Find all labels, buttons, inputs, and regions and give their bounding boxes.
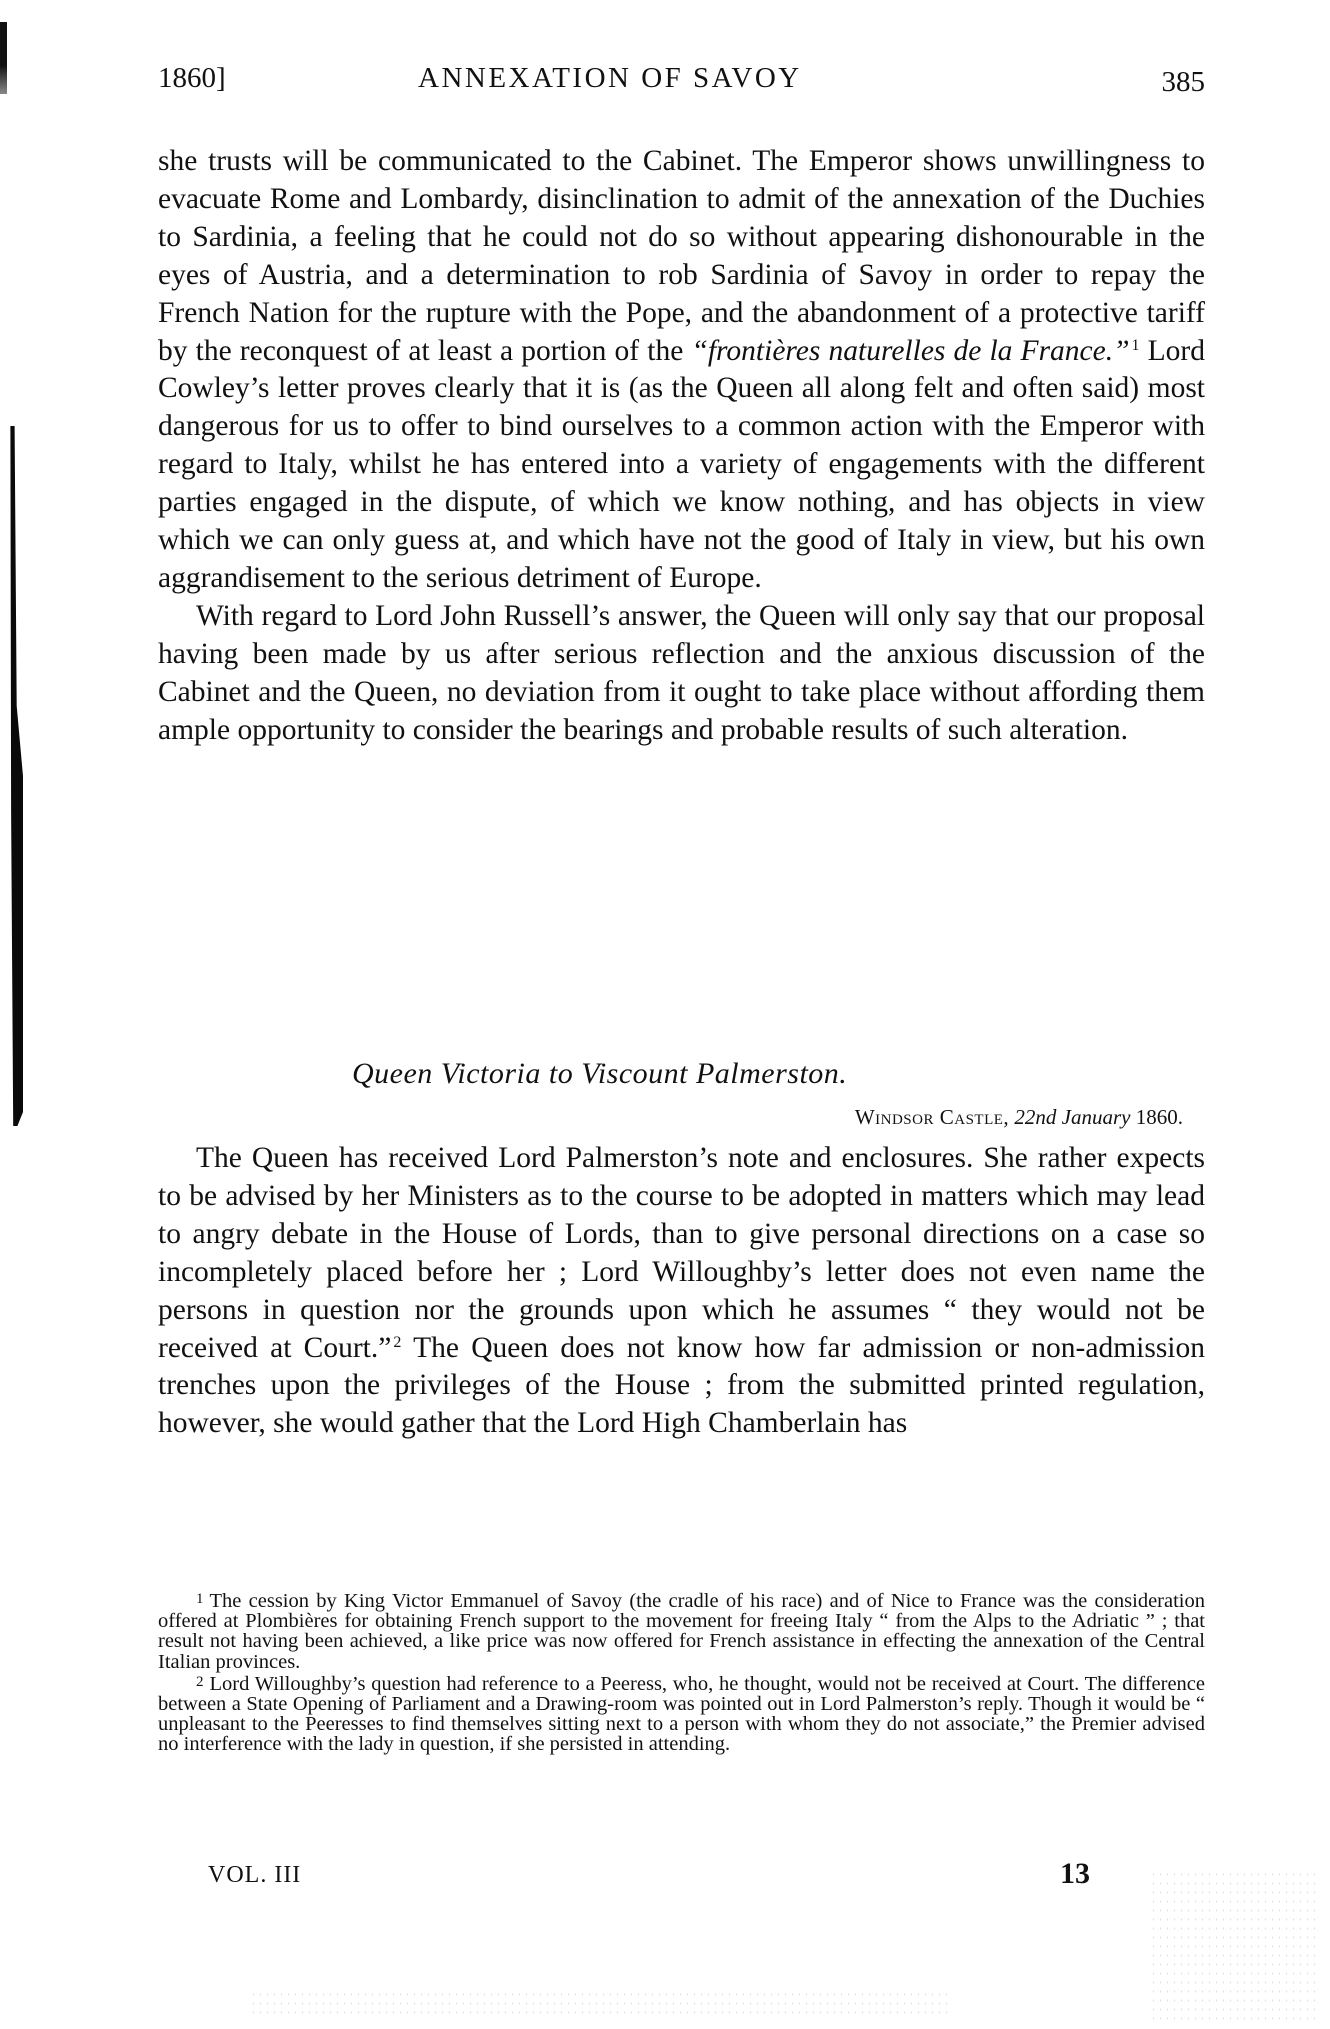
footnote-number: 1: [196, 1591, 204, 1607]
footnote-ref[interactable]: 2: [393, 1333, 402, 1351]
footnote: 1 The cession by King Victor Emmanuel of Savoy (the cradle of his race) and of Nice to France was the consideration offered at Plombières for obtaining French support to the movement for freeing Italy “ from the Alps to the Adriatic ” ; that result not having been achieved, a like price was now offered for French assistance in effecting the annexation of the Central Italian provinces.: [158, 1590, 1205, 1673]
page-number: 385: [1161, 66, 1205, 98]
continued-letter: [158, 143, 1205, 750]
letter-heading: Queen Victoria to Viscount Palmerston.: [352, 1057, 848, 1090]
footnotes: [158, 1589, 1205, 1755]
dateline-day: 22nd January: [1014, 1105, 1131, 1129]
letter-body: [158, 1140, 1205, 1443]
running-head-year: 1860]: [158, 62, 226, 94]
scan-edge-mark: [0, 22, 7, 94]
running-head-title: ANNEXATION OF SAVOY: [418, 62, 802, 94]
signature-volume: VOL. III: [208, 1862, 302, 1888]
dateline: [855, 1105, 1183, 1130]
paragraph: With regard to Lord John Russell’s answer, the Queen will only say that our proposal having been made by us after serious reflection and the anxious discussion of the Cabinet and the Queen, no deviation from it ought to take place without affording them ample opportunity to consider the bearings and probable results of such alteration.: [158, 599, 1205, 746]
footnote: 2 Lord Willoughby’s question had reference to a Peeress, who, he thought, would not be received at Court. The difference between a State Opening of Parliament and a Drawing-room was pointed out in Lord Palmerston’s reply. Though it would be “ unpleasant to the Peeresses to find themselves sitting next to a person with whom they do not associate,” the Premier advised no interference with the lady in question, if she persisted in attending.: [158, 1672, 1205, 1756]
italic-quote: “frontières naturelles de la France.”: [691, 334, 1130, 367]
signature-gathering: 13: [1060, 1857, 1090, 1890]
paragraph: she trusts will be communicated to the Cabinet. The Emperor shows unwillingness to evacuate Rome and Lombardy, disinclination to admit of the annexation of the Duchies to Sardinia, a feeling that he could not do so without appearing dishonourable in the eyes of Austria, and a determination to rob Sardinia of Savoy in order to repay the French Nation for the rupture with the Pope, and the abandonment of a protective tariff by the reconquest of at least a portion of the “frontières naturelles de la France.” $^1$ Lord Cowley’s letter proves clearly that it is (as the Queen all along felt and often said) most dangerous for us to offer to bind ourselves to a common action with the Emperor with regard to Italy, whilst he has entered into a variety of engagements with the different parties engaged in the dispute, of which we know nothing, and has objects in view which we can only guess at, and which have not the good of Italy in view, but his own aggrandisement to the serious detriment of Europe.: [158, 145, 1206, 594]
scan-binding-shadow: [9, 426, 23, 1126]
footnote-number: 2: [196, 1673, 204, 1690]
dateline-place: Windsor Castle,: [854, 1105, 1010, 1129]
scan-speckle: [250, 1990, 950, 2020]
running-head: [158, 62, 1205, 102]
footnote-ref[interactable]: 1: [1131, 336, 1140, 354]
scan-speckle: [1150, 1870, 1320, 2020]
paragraph: The Queen has received Lord Palmerston’s note and enclosures. She rather expects to be advised by her Ministers as to the course to be adopted in matters which may lead to angry debate in the House of Lords, than to give personal directions on a case so incompletely placed before her ; Lord Willoughby’s letter does not even name the persons in question nor the grounds upon which he assumes “ they would not be received at Court.” $^2$ The Queen does not know how far admission or non-admission trenches upon the privileges of the House ; from the submitted printed regulation, however, she would gather that the Lord High Chamberlain has: [158, 1142, 1205, 1440]
dateline-year: 1860.: [1135, 1105, 1183, 1129]
